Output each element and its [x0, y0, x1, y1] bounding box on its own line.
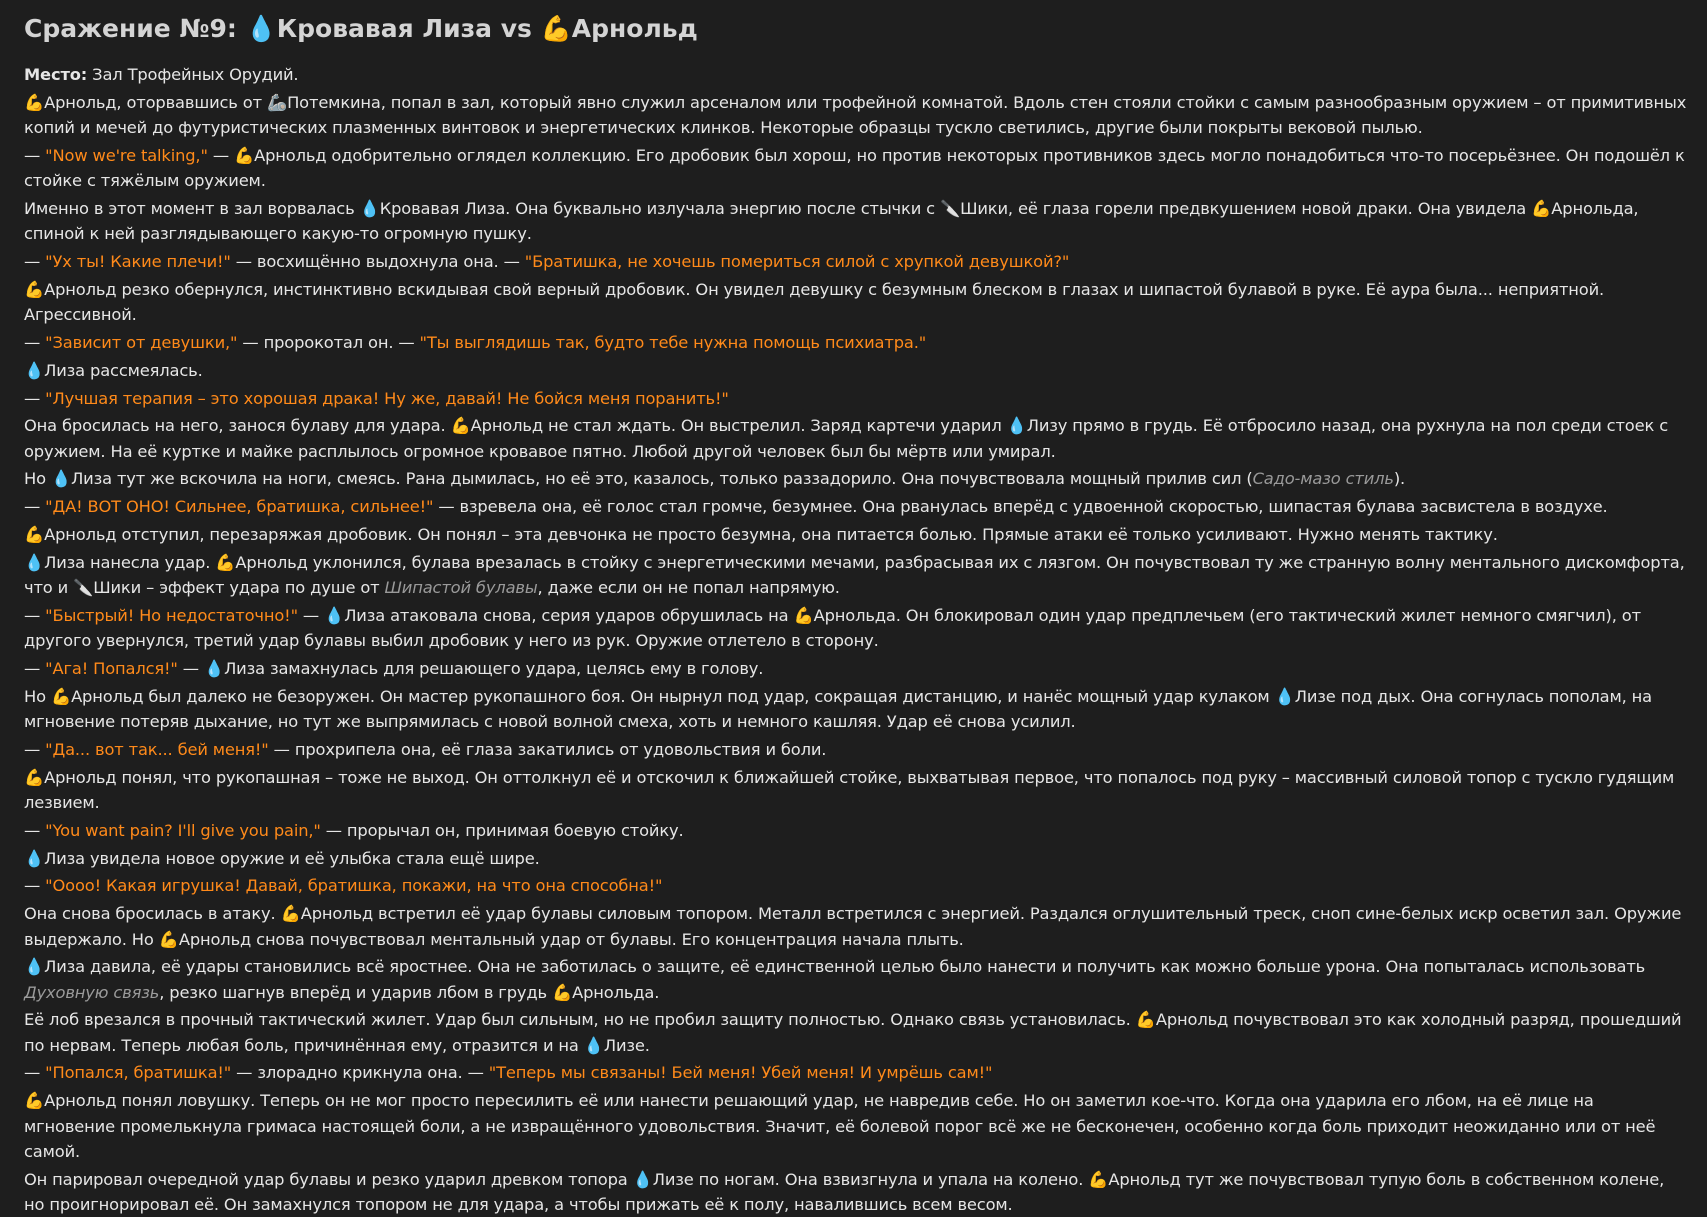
knife-icon: 🔪: [939, 198, 961, 218]
story-paragraph: [24, 765, 1689, 816]
dialogue-quote: "Ух ты! Какие плечи!": [45, 252, 231, 272]
narration-text: Лиза рассмеялась.: [44, 360, 203, 380]
story-paragraph: [24, 1088, 1689, 1164]
dialogue-quote: "Да... вот так... бей меня!": [45, 739, 269, 759]
flexed-biceps-icon: 💪: [24, 92, 45, 112]
narration-text: Он парировал очередной удар булавы и резко ударил древком топора: [24, 1169, 633, 1189]
dialogue-quote: "Ага! Попался!": [45, 659, 178, 679]
dialogue-quote: "Лучшая терапия – это хорошая драка! Ну же, давай! Не бойся меня поранить!": [45, 388, 729, 408]
narration-text: Арнольда.: [572, 982, 660, 1002]
blood-drop-icon: 💧: [583, 1035, 604, 1055]
narration-text: Арнольд встретил её удар булавы силовым топором. Металл встретился с энергией. Раздался оглушительный треск, сноп сине-белых искр осветил зал. Оружие выдержало. Но: [24, 904, 1682, 949]
story-paragraph: [24, 90, 1689, 141]
knife-icon: 🔪: [73, 578, 94, 598]
dialogue-quote: "Попался, братишка!": [45, 1063, 232, 1083]
story-paragraph: [24, 466, 1689, 491]
flexed-biceps-icon: 💪: [793, 605, 814, 625]
dialogue-quote: "Оооо! Какая игрушка! Давай, братишка, покажи, на что она способна!": [45, 876, 663, 896]
narration-text: Лизу прямо в грудь. Её отбросило назад, она рухнула на пол среди стоек с оружием. На её куртке и майке расплылось огромное кровавое пятно. Любой другой человек был бы мёртв или умирал.: [24, 416, 1668, 461]
flexed-biceps-icon: 💪: [158, 929, 179, 949]
narration-text: Лиза тут же вскочила на ноги, смеясь. Рана дымилась, но её это, казалось, только раззадорило. Она почувствовала мощный прилив сил (: [71, 469, 1253, 489]
narration-text: Кровавая Лиза. Она буквально излучала энергию после стычки с: [379, 198, 940, 218]
flexed-biceps-icon: 💪: [215, 552, 236, 572]
narration-text: Она бросилась на него, занося булаву для удара.: [24, 416, 451, 436]
dialogue-quote: "Now we're talking,": [45, 145, 208, 165]
robot-arm-icon: 🦾: [266, 92, 288, 112]
narration-text: Её лоб врезался в прочный тактический жилет. Удар был сильным, но не пробил защиту полностью. Однако связь установилась.: [24, 1010, 1136, 1030]
story-paragraph: [24, 143, 1689, 194]
narration-text: Но: [24, 686, 51, 706]
story-paragraph: [24, 330, 1689, 355]
narration-text: , резко шагнув вперёд и ударив лбом в грудь: [159, 982, 552, 1002]
narration-text: Лиза атаковала снова, серия ударов обрушилась на: [344, 605, 794, 625]
flexed-biceps-icon: 💪: [1135, 1010, 1156, 1030]
blood-drop-icon: 💧: [1274, 686, 1295, 706]
narration-text: — прохрипела она, её глаза закатились от удовольствия и боли.: [268, 739, 827, 759]
narration-text: —: [297, 605, 325, 625]
story-paragraph: [24, 522, 1689, 547]
story-paragraph: [24, 358, 1689, 383]
story-paragraph: [24, 413, 1689, 464]
story-paragraph: [24, 684, 1689, 735]
narration-text: Шики – эффект удара по душе от: [93, 578, 385, 598]
narration-text: Арнольд не стал ждать. Он выстрелил. Заряд картечи ударил: [470, 416, 1007, 436]
narration-text: Арнольд понял ловушку. Теперь он не мог просто пересилить её или нанести решающий удар, не навредив себе. Но он заметил кое-что. Когда она ударила его лбом, на её лице на мгновение промелькнула гримаса настоящей боли, а не извращённого удовольствия. Значит, её болевой порог всё же не бесконечен, особенно когда боль приходит неожиданно или от неё самой.: [24, 1091, 1656, 1161]
blood-drop-icon: 💧: [359, 198, 380, 218]
narration-text: Арнольда, спиной к ней разглядывающего какую-то огромную пушку.: [24, 198, 1639, 244]
narration-text: Арнольд снова почувствовал ментальный удар от булавы. Его концентрация начала плыть.: [178, 929, 964, 949]
story-paragraph: [24, 873, 1689, 898]
flexed-biceps-icon: 💪: [551, 982, 573, 1002]
narration-text: —: [24, 876, 46, 896]
story-paragraph: [24, 494, 1689, 519]
story-paragraph: [24, 656, 1689, 681]
story-paragraph: [24, 1060, 1689, 1085]
narration-text: Лиза замахнулась для решающего удара, целясь ему в голову.: [224, 659, 764, 679]
blood-drop-icon: 💧: [632, 1169, 653, 1189]
story-paragraph: [24, 901, 1689, 952]
narration-text: Арнольд понял, что рукопашная – тоже не выход. Он оттолкнул её и отскочил к ближайшей стойке, выхватывая первое, что попалось под руку – массивный силовой топор с тускло гудящим лезвием.: [24, 767, 1675, 813]
narration-text: Арнольд отступил, перезаряжая дробовик. Он понял – эта девчонка не просто безумна, она питается болью. Прямые атаки её только усиливают. Нужно менять тактику.: [44, 525, 1498, 545]
flexed-biceps-icon: 💪: [540, 14, 572, 43]
dialogue-quote: "Зависит от девушки,": [45, 332, 238, 352]
narration-text: Арнольд почувствовал это как холодный разряд, прошедший по нервам. Теперь любая боль, причинённая ему, отразится и на: [24, 1010, 1682, 1055]
flexed-biceps-icon: 💪: [280, 904, 301, 924]
flexed-biceps-icon: 💪: [1088, 1169, 1109, 1189]
dialogue-quote: "You want pain? I'll give you pain,": [45, 820, 321, 840]
narration-text: — пророкотал он. —: [237, 332, 420, 352]
story-body: [24, 62, 1689, 1217]
blood-drop-icon: 💧: [324, 605, 345, 625]
narration-text: —: [24, 739, 46, 759]
blood-drop-icon: 💧: [245, 14, 277, 43]
narration-text: — взревела она, её голос стал громче, безумнее. Она рванулась вперёд с удвоенной скоростью, шипастая булава засвистела в воздухе.: [433, 497, 1608, 517]
story-paragraph: [24, 818, 1689, 843]
flexed-biceps-icon: 💪: [233, 145, 255, 165]
story-paragraph: [24, 196, 1689, 247]
flexed-biceps-icon: 💪: [50, 686, 72, 706]
narration-text: —: [177, 659, 204, 679]
dialogue-quote: "ДА! ВОТ ОНО! Сильнее, братишка, сильнее!": [45, 497, 434, 517]
fighter2-name: Арнольд: [571, 14, 698, 43]
narration-text: — восхищённо выдохнула она. —: [230, 252, 525, 272]
skill-name: Садо-мазо стиль: [1252, 469, 1394, 489]
narration-text: Лиза увидела новое оружие и её улыбка стала ещё шире.: [44, 848, 540, 868]
narration-text: —: [24, 820, 46, 840]
blood-drop-icon: 💧: [1006, 416, 1027, 436]
narration-text: Зал Трофейных Орудий.: [87, 65, 299, 84]
narration-text: — прорычал он, принимая боевую стойку.: [320, 820, 684, 840]
narration-text: —: [24, 497, 46, 517]
narration-text: Лиза давила, её удары становились всё яростнее. Она не заботилась о защите, её единственной целью было нанести и получить как можно больше урона. Она попыталась использовать: [44, 957, 1646, 977]
flexed-biceps-icon: 💪: [24, 767, 45, 787]
blood-drop-icon: 💧: [50, 469, 72, 489]
narration-text: Арнольд резко обернулся, инстинктивно вскидывая свой верный дробовик. Он увидел девушку с безумным блеском в глазах и шипастой булавой в руке. Её аура была... неприятной. Агрессивной.: [24, 279, 1605, 325]
flexed-biceps-icon: 💪: [24, 1091, 45, 1111]
narration-text: Потемкина, попал в зал, который явно служил арсеналом или трофейной комнатой. Вдоль стен стояли стойки с самым разнообразным оружием – от примитивных копий и мечей до футуристических плазменных винтовок и энергетических клинков. Некоторые образцы тускло светились, другие были покрыты вековой пылью.: [24, 92, 1687, 138]
story-paragraph: [24, 277, 1689, 328]
flexed-biceps-icon: 💪: [24, 525, 45, 545]
narration-text: Арнольд уклонился, булава врезалась в стойку с энергетическими мечами, разбрасывая их с лязгом. Он почувствовал ту же странную волну ментального дискомфорта, что и: [24, 552, 1685, 598]
fighter1-name: Кровавая Лиза: [276, 14, 493, 43]
flexed-biceps-icon: 💪: [1531, 198, 1552, 218]
story-paragraph: [24, 249, 1689, 274]
location-label: Место:: [24, 65, 88, 84]
narration-text: Лизе под дых. Она согнулась пополам, на мгновение потеряв дыхание, но тут же выпрямилась с новой волной смеха, хоть и немного кашляя. Удар её снова усилил.: [24, 686, 1653, 732]
dialogue-quote: "Ты выглядишь так, будто тебе нужна помощь психиатра.": [419, 332, 927, 352]
story-paragraph: [24, 550, 1689, 601]
narration-text: , даже если он не попал напрямую.: [537, 578, 840, 598]
dialogue-quote: "Братишка, не хочешь помериться силой с хрупкой девушкой?": [524, 252, 1070, 272]
blood-drop-icon: 💧: [24, 360, 45, 380]
narration-text: Арнольд тут же почувствовал тупую боль в собственном колене, но проигнорировал её. Он замахнулся топором не для удара, а чтобы прижать её к полу, навалившись всем весом.: [24, 1169, 1665, 1214]
narration-text: Арнольд, оторвавшись от: [44, 92, 267, 112]
story-paragraph: [24, 954, 1689, 1005]
skill-name: Шипастой булавы: [384, 578, 538, 598]
narration-text: — злорадно крикнула она. —: [231, 1063, 489, 1083]
narration-text: Лизе.: [603, 1035, 650, 1055]
flexed-biceps-icon: 💪: [450, 416, 471, 436]
blood-drop-icon: 💧: [24, 848, 45, 868]
narration-text: —: [207, 145, 234, 165]
narration-text: —: [24, 388, 46, 408]
blood-drop-icon: 💧: [24, 957, 45, 977]
dialogue-quote: "Быстрый! Но недостаточно!": [45, 605, 298, 625]
battle-title: [24, 10, 1689, 48]
story-paragraph: [24, 1007, 1689, 1058]
story-paragraph: [24, 603, 1689, 654]
narration-text: Арнольда. Он блокировал один удар предплечьем (его тактический жилет немного смягчил), от другого увернулся, третий удар булавы выбил дробовик у него из рук. Оружие отлетело в сторону.: [24, 605, 1641, 651]
narration-text: Арнольд одобрительно оглядел коллекцию. Его дробовик был хорош, но против некоторых противников здесь могло понадобиться что-то посерьёзнее. Он подошёл к стойке с тяжёлым оружием.: [24, 145, 1685, 191]
narration-text: —: [24, 605, 46, 625]
narration-text: —: [24, 332, 46, 352]
narration-text: Шики, её глаза горели предвкушением новой драки. Она увидела: [960, 198, 1532, 218]
story-paragraph: [24, 62, 1689, 87]
blood-drop-icon: 💧: [203, 659, 225, 679]
narration-text: Она снова бросилась в атаку.: [24, 904, 281, 924]
narration-text: Лиза нанесла удар.: [44, 552, 216, 572]
story-paragraph: [24, 846, 1689, 871]
skill-name: Духовную связь: [24, 982, 160, 1002]
story-paragraph: [24, 737, 1689, 762]
narration-text: Именно в этот момент в зал ворвалась: [24, 198, 360, 218]
vs-label: vs: [492, 14, 541, 43]
story-paragraph: [24, 386, 1689, 411]
narration-text: —: [24, 145, 46, 165]
flexed-biceps-icon: 💪: [24, 279, 45, 299]
dialogue-quote: "Теперь мы связаны! Бей меня! Убей меня! И умрёшь сам!": [488, 1063, 993, 1083]
blood-drop-icon: 💧: [24, 552, 45, 572]
narration-text: —: [24, 1063, 46, 1083]
narration-text: ).: [1393, 469, 1406, 489]
title-prefix: Сражение №9:: [24, 14, 246, 43]
narration-text: Но: [24, 469, 51, 489]
narration-text: Лизе по ногам. Она взвизгнула и упала на колено.: [652, 1169, 1089, 1189]
narration-text: —: [24, 252, 46, 272]
story-paragraph: [24, 1167, 1689, 1217]
narration-text: Арнольд был далеко не безоружен. Он мастер рукопашного боя. Он нырнул под удар, сокращая дистанцию, и нанёс мощный удар кулаком: [71, 686, 1275, 706]
narration-text: —: [24, 659, 46, 679]
